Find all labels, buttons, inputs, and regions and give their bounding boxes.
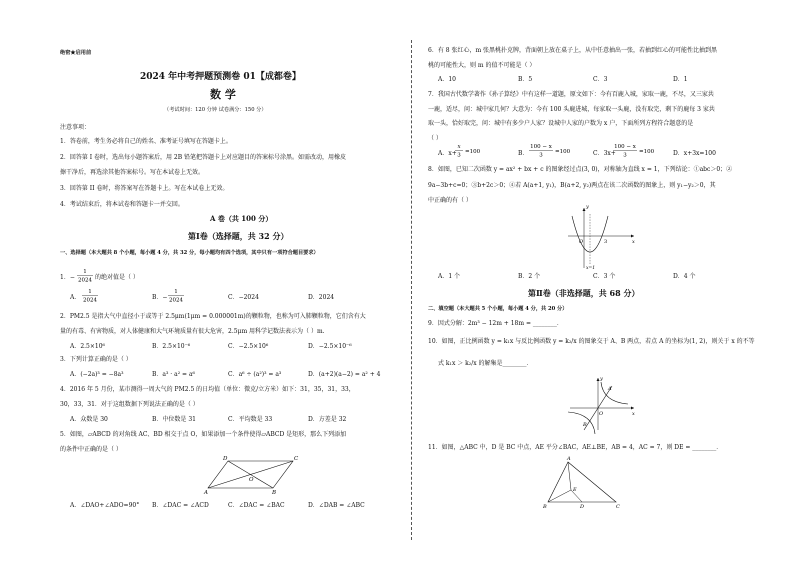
q1-num: 1 [83,269,87,275]
q5-option-c[interactable]: C．∠DAC = ∠BAC [228,502,285,509]
q7-line1: 7．我国古代数学著作《孙子算经》中有这样一道题，原文如下：今有百鹿入城，家取一鹿，不尽，又三家共 [428,91,714,98]
q7-a-expr [455,143,495,161]
column-divider [411,40,412,540]
q7-c-den: 3 [623,152,627,159]
q6-line2: 桃的可能性大，则 m 的值不可能是（ ） [428,62,536,69]
part1-description: 一、选择题（本大题共 8 个小题，每小题 4 分，共 32 分，每小题均有四个选项，其中只有一项符合题目要求） [60,250,319,256]
q10-hyperbola-figure [568,376,638,432]
label-a: A [204,490,208,496]
q8-option-b[interactable]: B．2 个 [518,273,541,280]
notice-item: 4．考试结束后，将本试卷和答题卡一并交回。 [60,201,184,208]
q10-line1: 10．如图，正比例函数 y = k₁x 与反比例函数 y = k₂/x 的图象交于 A、B 两点，若点 A 的坐标为(1, 2)，则关于 x 的不等 [428,338,755,345]
q8-option-a[interactable]: A．1 个 [438,273,461,280]
q8-line2: 9a−3b+c=0；③b+2c＞0；④若 A(a+1, y₁)，B(a+2, y₂)两点在该二次函数的图象上，则 y₁−y₂＞0，其 [428,182,716,189]
q8-line1: 8．如图，已知二次函数 y = ax² + bx + c 的图象经过点(3, 0)，对称轴为直线 x = 1，下列结论：①abc＞0；② [428,166,733,173]
q1-prefix: 1．− [60,274,75,281]
section-a-heading: A 卷（共 100 分） [210,214,273,223]
label-e: E [573,487,577,493]
label-origin: O [599,411,604,417]
diagonal-ac [208,461,293,488]
q5-line1: 5．如图，▱ABCD 的对角线 AC、BD 相交于点 O，如果添加一个条件使得▱ABCD 是矩形，那么下列添加 [60,431,347,438]
label-y: y [600,376,603,382]
q7-option-a[interactable]: A．x+ [438,150,457,157]
q10-line2: 式 k₁x ＞ k₂/x 的解集是________． [438,360,533,367]
q7-option-d[interactable]: D．x+3x=100 [673,150,716,157]
part2-heading: 第Ⅱ卷（非选择题，共 68 分） [528,288,640,298]
q7-b-rhs: =100 [555,149,571,155]
q1-option-a[interactable]: A． [70,294,81,301]
q4-line2: 30，33，31．对于这组数据下列说法正确的是（ ） [60,401,199,408]
q7-option-b[interactable]: B． [518,150,529,157]
q1-b-den: 2024 [169,297,183,304]
notice-item: 2．回答第 I 卷时，选出每小题答案后，用 2B 铅笔把答题卡上对应题目的答案标号涂黑。如需改动，用橡皮 [60,154,347,161]
label-b: B [272,490,277,496]
q4-option-d[interactable]: D．方差是 32 [308,416,347,423]
q1-stem [60,274,75,281]
q4-line1: 4．2016 年 5 月份，某市测得一周大气的 PM2.5 的日均值（单位：微克/立方米）如下：31，35，31，33， [60,386,355,393]
q1-option-b[interactable]: B．− [152,294,168,301]
label-c: C [294,456,299,462]
q7-a-rhs: =100 [465,149,481,155]
q2-line2: 量的有毒、有害物质，对人体健康和大气环境质量有很大危害，2.5μm 用科学记数法表示为（ ）m. [60,328,325,335]
notice-item: 擦干净后，再选涂其他答案标号。写在本试卷上无效。 [60,169,205,176]
q1-fraction [77,268,93,286]
q7-option-c[interactable]: C．3x+ [593,150,616,157]
q7-a-num: x [457,144,461,150]
q6-option-d[interactable]: D．1 [673,76,688,83]
q7-a-den: 3 [457,152,461,159]
segment-ae [568,462,571,490]
q9-stem: 9．因式分解：2m³ − 12m + 18m = ________． [428,320,563,327]
q2-option-d[interactable]: D．−2.5×10⁻⁶ [308,343,352,350]
label-origin: O [579,239,584,245]
subject-title: 数 学 [210,88,236,101]
q2-line1: 2．PM2.5 是指大气中直径小于或等于 2.5μm(1μm = 0.000001m)的颗粒物，也称为可入肺颗粒物，它们含有大 [60,313,366,320]
q8-option-c[interactable]: C．3 个 [593,273,616,280]
label-c: C [616,504,620,510]
label-symmetry: x=1 [586,266,596,271]
q8-option-d[interactable]: D．4 个 [673,273,696,280]
notice-item: 1．答卷前，考生务必将自己的姓名、准考证号填写在答题卡上。 [60,138,232,145]
q4-option-b[interactable]: B．中位数是 31 [152,416,196,423]
q1-a-num: 1 [88,289,92,295]
triangle-abc [548,462,616,502]
label-y: y [586,204,589,210]
q4-option-a[interactable]: A．众数是 30 [70,416,108,423]
notice-heading: 注意事项： [60,124,91,131]
x-axis-arrow [631,407,634,410]
right-column [428,0,758,562]
q8-parabola-figure [566,206,636,270]
q7-b-den: 3 [539,152,543,159]
q6-option-b[interactable]: B．5 [518,76,533,83]
q3-option-c[interactable]: C．a⁶ ÷ (a²)³ = a³ [228,371,282,378]
q3-option-a[interactable]: A．(−2a)³ = −8a³ [70,371,124,378]
q4-option-c[interactable]: C．平均数是 33 [228,416,273,423]
q5-option-b[interactable]: B．∠DAC = ∠ACD [152,502,209,509]
q5-option-d[interactable]: D．∠DAB = ∠ABC [308,502,365,509]
q1-option-c[interactable]: C．−2024 [228,294,259,301]
q2-option-a[interactable]: A．2.5×10⁶ [70,343,105,350]
label-o: O [249,477,254,483]
q3-option-b[interactable]: B．a³ · a² = a⁶ [152,371,195,378]
q7-b-expr [529,143,585,161]
q1-option-d[interactable]: D．2024 [308,294,335,301]
hyperbola-branch-2 [568,412,595,434]
exam-info: （考试时间：120 分钟 试卷满分：150 分） [164,107,267,113]
label-root-3: 3 [604,239,608,245]
q7-line2: 一鹿，适尽，问：城中家几何？大意为：今有 100 头鹿进城，每家取一头鹿，没有取完，剩下的鹿每 3 家共 [428,106,715,113]
label-b: B [583,422,587,428]
q7-line4: （ ） [428,135,442,142]
q1-b-num: 1 [174,289,178,295]
q5-parallelogram-figure [204,456,302,496]
part2-description: 二、填空题（本大题共 5 个小题，每小题 4 分，共 20 分） [428,306,568,312]
q5-line2: 的条件中正确的是（ ） [60,446,122,453]
part1-heading: 第Ⅰ卷（选择题，共 32 分） [188,231,289,241]
label-a: A [608,386,612,392]
q2-option-b[interactable]: B．2.5×10⁻⁶ [152,343,191,350]
label-x: x [632,411,635,417]
x-axis-arrow [631,235,634,238]
q1-tail: 的绝对值是（ ） [95,274,139,281]
q7-b-num: 100 − x [530,144,552,150]
label-d: D [223,456,228,462]
hyperbola-branch-1 [601,382,628,404]
q1-b-fraction [168,288,184,306]
q3-option-d[interactable]: D．(a+2)(a−2) = a² + 4 [308,371,381,378]
label-x: x [632,239,635,245]
q5-option-a[interactable]: A．∠DAO+∠ADO=90° [70,502,140,509]
q7-line3: 取一头，恰好取完，问：城中有多少户人家？设城中人家的户数为 x 户，下面所列方程符合题意的是 [428,120,694,127]
q7-c-num: 100 − x [614,144,636,150]
q6-line1: 6．有 8 张红心，m 张黑桃扑克牌，背面朝上放在桌子上，从中任意抽出一张，若抽到红心的可能性比抽到黑 [428,47,718,54]
segment-be [548,490,571,502]
q1-a-fraction [82,288,98,306]
q11-triangle-figure [543,456,622,510]
label-a: A [567,456,571,462]
q2-option-c[interactable]: C．−2.5×10⁶ [228,343,269,350]
q6-option-a[interactable]: A．10 [438,76,456,83]
left-column [60,0,400,562]
label-b: B [543,504,547,510]
confidential-label: 绝密★启用前 [60,50,92,56]
q6-option-c[interactable]: C．3 [593,76,608,83]
q1-den: 2024 [78,277,92,284]
q1-a-den: 2024 [83,297,97,304]
label-d: D [580,504,585,510]
q11-stem: 11．如图，△ABC 中，D 是 BC 中点，AE 平分∠BAC，AE⊥BE，AB = 4，AC = 7，则 DE = ________． [428,444,723,451]
q8-line3: 中正确的有（ ） [428,197,472,204]
notice-item: 3．回答第 II 卷时，将答案写在答题卡上。写在本试卷上无效。 [60,185,229,192]
q7-c-expr [613,143,669,161]
page-title: 2024 年中考押题预测卷 01【成都卷】 [140,72,301,82]
q7-c-rhs: =100 [639,149,655,155]
q3-stem: 3．下列计算正确的是（ ） [60,356,132,363]
